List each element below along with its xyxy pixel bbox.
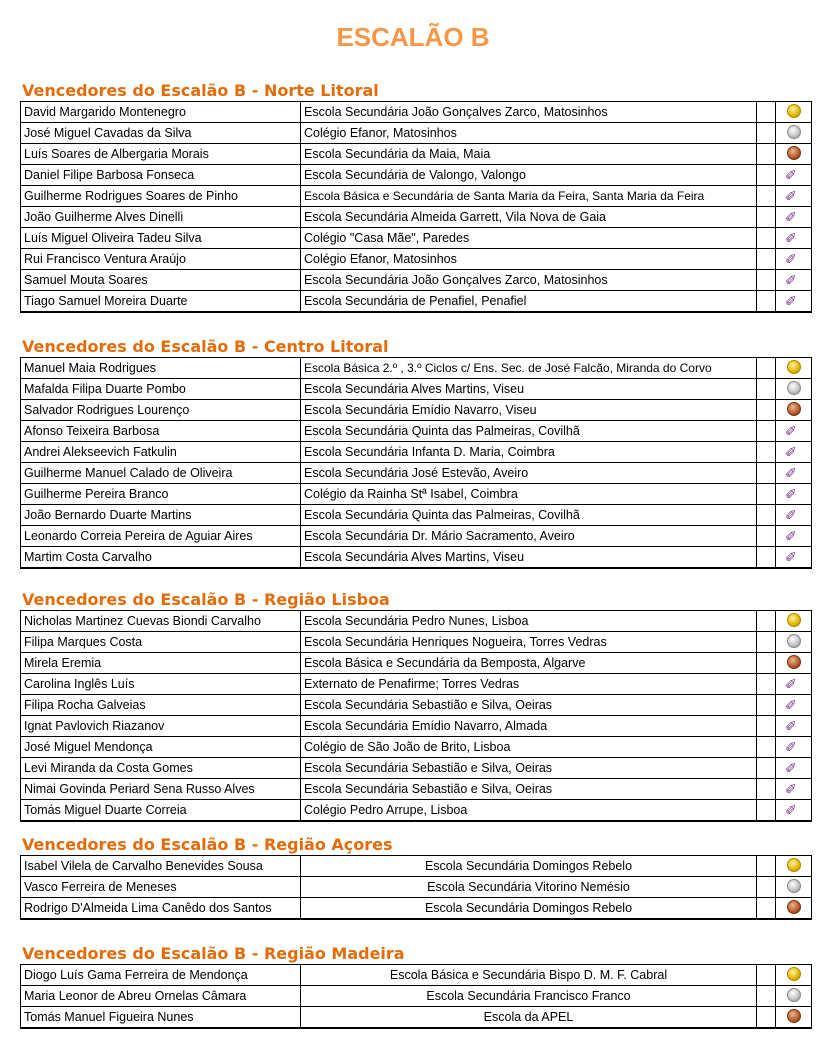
table-row — [21, 526, 811, 547]
award-cell — [757, 856, 811, 876]
honorable-mention-icon: ✐ — [785, 760, 797, 776]
award-cell — [757, 228, 811, 248]
school-name: Escola Secundária Emídio Navarro, Almada — [301, 716, 757, 736]
award-box — [775, 779, 811, 799]
honorable-mention-icon: ✐ — [785, 507, 797, 523]
student-name: Maria Leonor de Abreu Ornelas Câmara — [21, 986, 301, 1006]
bronze-medal-icon — [787, 655, 801, 669]
award-box — [775, 547, 811, 567]
award-cell — [757, 758, 811, 778]
table-row — [21, 877, 811, 898]
student-name: Carolina Inglês Luís — [21, 674, 301, 694]
honorable-mention-icon: ✐ — [785, 465, 797, 481]
school-name: Escola Secundária Quinta das Palmeiras, Covilhã — [301, 421, 757, 441]
table-row — [21, 695, 811, 716]
table-row — [21, 986, 811, 1007]
school-name: Colégio da Rainha Stª Isabel, Coimbra — [301, 484, 757, 504]
table-row — [21, 228, 811, 249]
award-box — [775, 102, 811, 122]
student-name: Rodrigo D'Almeida Lima Canêdo dos Santos — [21, 898, 301, 918]
student-name: Levi Miranda da Costa Gomes — [21, 758, 301, 778]
table-row — [21, 505, 811, 526]
honorable-mention-icon: ✐ — [785, 251, 797, 267]
award-box — [775, 270, 811, 290]
student-name: João Bernardo Duarte Martins — [21, 505, 301, 525]
award-cell — [757, 270, 811, 290]
award-box — [775, 228, 811, 248]
school-name: Escola Secundária Dr. Mário Sacramento, Aveiro — [301, 526, 757, 546]
table-row — [21, 207, 811, 228]
table-row — [21, 144, 811, 165]
section-title: Vencedores do Escalão B - Região Lisboa — [22, 590, 390, 609]
award-box — [775, 856, 811, 876]
honorable-mention-icon: ✐ — [785, 444, 797, 460]
award-cell — [757, 800, 811, 820]
award-cell — [757, 421, 811, 441]
table-row — [21, 165, 811, 186]
table-row — [21, 547, 811, 567]
school-name: Escola Básica e Secundária da Bemposta, Algarve — [301, 653, 757, 673]
award-cell — [757, 165, 811, 185]
school-name: Colégio Efanor, Matosinhos — [301, 123, 757, 143]
award-box — [775, 758, 811, 778]
award-box — [775, 526, 811, 546]
school-name: Escola Básica e Secundária Bispo D. M. F. Cabral — [301, 965, 757, 985]
table-row — [21, 400, 811, 421]
student-name: Vasco Ferreira de Meneses — [21, 877, 301, 897]
student-name: Guilherme Manuel Calado de Oliveira — [21, 463, 301, 483]
school-name: Escola Secundária da Maia, Maia — [301, 144, 757, 164]
table-row — [21, 270, 811, 291]
award-cell — [757, 442, 811, 462]
silver-medal-icon — [787, 381, 801, 395]
student-name: Guilherme Pereira Branco — [21, 484, 301, 504]
school-name: Escola Básica e Secundária de Santa Maria da Feira, Santa Maria da Feira — [301, 186, 757, 206]
award-cell — [757, 207, 811, 227]
honorable-mention-icon: ✐ — [785, 293, 797, 309]
honorable-mention-icon: ✐ — [785, 802, 797, 818]
student-name: Afonso Teixeira Barbosa — [21, 421, 301, 441]
award-box — [775, 186, 811, 206]
table-row — [21, 653, 811, 674]
student-name: Samuel Mouta Soares — [21, 270, 301, 290]
student-name: João Guilherme Alves Dinelli — [21, 207, 301, 227]
table-row — [21, 249, 811, 270]
honorable-mention-icon: ✐ — [785, 697, 797, 713]
school-name: Externato de Penafirme; Torres Vedras — [301, 674, 757, 694]
honorable-mention-icon: ✐ — [785, 549, 797, 565]
student-name: Luís Soares de Albergaria Morais — [21, 144, 301, 164]
bronze-medal-icon — [787, 900, 801, 914]
award-box — [775, 965, 811, 985]
page-title: ESCALÃO B — [336, 22, 490, 52]
school-name: Escola Secundária Francisco Franco — [301, 986, 757, 1006]
honorable-mention-icon: ✐ — [785, 188, 797, 204]
table-row — [21, 800, 811, 820]
award-box — [775, 716, 811, 736]
award-cell — [757, 291, 811, 311]
student-name: José Miguel Cavadas da Silva — [21, 123, 301, 143]
school-name: Escola Secundária Domingos Rebelo — [301, 856, 757, 876]
award-cell — [757, 358, 811, 378]
table-row — [21, 898, 811, 918]
award-box — [775, 291, 811, 311]
table-row — [21, 716, 811, 737]
student-name: Mafalda Filipa Duarte Pombo — [21, 379, 301, 399]
gold-medal-icon — [787, 613, 801, 627]
award-box — [775, 877, 811, 897]
honorable-mention-icon: ✐ — [785, 230, 797, 246]
gold-medal-icon — [787, 858, 801, 872]
award-box — [775, 249, 811, 269]
award-cell — [757, 965, 811, 985]
award-cell — [757, 611, 811, 631]
award-cell — [757, 123, 811, 143]
section-title: Vencedores do Escalão B - Centro Litoral — [22, 337, 389, 356]
student-name: Ignat Pavlovich Riazanov — [21, 716, 301, 736]
honorable-mention-icon: ✐ — [785, 486, 797, 502]
award-box — [775, 674, 811, 694]
award-box — [775, 123, 811, 143]
award-cell — [757, 632, 811, 652]
table-row — [21, 463, 811, 484]
section-title: Vencedores do Escalão B - Norte Litoral — [22, 81, 379, 100]
school-name: Colégio Efanor, Matosinhos — [301, 249, 757, 269]
table-row — [21, 758, 811, 779]
winners-table — [20, 357, 812, 569]
award-box — [775, 442, 811, 462]
award-cell — [757, 400, 811, 420]
table-row — [21, 856, 811, 877]
student-name: Tomás Manuel Figueira Nunes — [21, 1007, 301, 1027]
school-name: Escola Secundária Henriques Nogueira, Torres Vedras — [301, 632, 757, 652]
honorable-mention-icon: ✐ — [785, 676, 797, 692]
student-name: Mirela Eremia — [21, 653, 301, 673]
award-box — [775, 379, 811, 399]
table-row — [21, 965, 811, 986]
student-name: David Margarido Montenegro — [21, 102, 301, 122]
student-name: Nimai Govinda Periard Sena Russo Alves — [21, 779, 301, 799]
student-name: Martim Costa Carvalho — [21, 547, 301, 567]
award-cell — [757, 484, 811, 504]
section-3 — [20, 590, 812, 822]
award-box — [775, 800, 811, 820]
award-box — [775, 653, 811, 673]
award-cell — [757, 547, 811, 567]
award-cell — [757, 716, 811, 736]
bronze-medal-icon — [787, 146, 801, 160]
school-name: Escola Secundária Alves Martins, Viseu — [301, 379, 757, 399]
student-name: Daniel Filipe Barbosa Fonseca — [21, 165, 301, 185]
bronze-medal-icon — [787, 402, 801, 416]
award-cell — [757, 144, 811, 164]
honorable-mention-icon: ✐ — [785, 528, 797, 544]
student-name: Guilherme Rodrigues Soares de Pinho — [21, 186, 301, 206]
award-box — [775, 358, 811, 378]
table-row — [21, 632, 811, 653]
table-row — [21, 442, 811, 463]
table-row — [21, 102, 811, 123]
student-name: Manuel Maia Rodrigues — [21, 358, 301, 378]
award-box — [775, 400, 811, 420]
table-row — [21, 421, 811, 442]
table-row — [21, 123, 811, 144]
section-5 — [20, 944, 812, 1029]
school-name: Colégio Pedro Arrupe, Lisboa — [301, 800, 757, 820]
student-name: José Miguel Mendonça — [21, 737, 301, 757]
award-cell — [757, 695, 811, 715]
table-row — [21, 379, 811, 400]
school-name: Escola Secundária Infanta D. Maria, Coimbra — [301, 442, 757, 462]
honorable-mention-icon: ✐ — [785, 718, 797, 734]
award-cell — [757, 779, 811, 799]
student-name: Isabel Vilela de Carvalho Benevides Sousa — [21, 856, 301, 876]
winners-table — [20, 855, 812, 920]
silver-medal-icon — [787, 634, 801, 648]
school-name: Colégio "Casa Mãe", Paredes — [301, 228, 757, 248]
gold-medal-icon — [787, 967, 801, 981]
student-name: Diogo Luís Gama Ferreira de Mendonça — [21, 965, 301, 985]
award-cell — [757, 898, 811, 918]
award-box — [775, 737, 811, 757]
school-name: Escola da APEL — [301, 1007, 757, 1027]
winners-table — [20, 610, 812, 822]
school-name: Escola Secundária de Penafiel, Penafiel — [301, 291, 757, 311]
silver-medal-icon — [787, 125, 801, 139]
honorable-mention-icon: ✐ — [785, 739, 797, 755]
table-row — [21, 484, 811, 505]
honorable-mention-icon: ✐ — [785, 781, 797, 797]
section-title: Vencedores do Escalão B - Região Açores — [22, 835, 393, 854]
table-row — [21, 737, 811, 758]
table-row — [21, 291, 811, 311]
section-1 — [20, 81, 812, 313]
gold-medal-icon — [787, 360, 801, 374]
award-box — [775, 986, 811, 1006]
table-row — [21, 186, 811, 207]
award-box — [775, 484, 811, 504]
award-cell — [757, 463, 811, 483]
table-row — [21, 674, 811, 695]
school-name: Escola Secundária Sebastião e Silva, Oeiras — [301, 758, 757, 778]
award-box — [775, 165, 811, 185]
honorable-mention-icon: ✐ — [785, 272, 797, 288]
honorable-mention-icon: ✐ — [785, 167, 797, 183]
student-name: Tiago Samuel Moreira Duarte — [21, 291, 301, 311]
award-box — [775, 144, 811, 164]
award-cell — [757, 653, 811, 673]
award-cell — [757, 526, 811, 546]
student-name: Leonardo Correia Pereira de Aguiar Aires — [21, 526, 301, 546]
award-cell — [757, 877, 811, 897]
winners-table — [20, 964, 812, 1029]
honorable-mention-icon: ✐ — [785, 423, 797, 439]
table-row — [21, 358, 811, 379]
award-box — [775, 611, 811, 631]
school-name: Escola Básica 2.º , 3.º Ciclos c/ Ens. Sec. de José Falcão, Miranda do Corvo — [301, 358, 757, 378]
bronze-medal-icon — [787, 1009, 801, 1023]
table-row — [21, 779, 811, 800]
student-name: Salvador Rodrigues Lourenço — [21, 400, 301, 420]
award-cell — [757, 1007, 811, 1027]
student-name: Tomás Miguel Duarte Correia — [21, 800, 301, 820]
award-cell — [757, 674, 811, 694]
silver-medal-icon — [787, 879, 801, 893]
school-name: Escola Secundária José Estevão, Aveiro — [301, 463, 757, 483]
student-name: Filipa Rocha Galveias — [21, 695, 301, 715]
award-box — [775, 632, 811, 652]
student-name: Filipa Marques Costa — [21, 632, 301, 652]
award-box — [775, 505, 811, 525]
award-cell — [757, 379, 811, 399]
school-name: Escola Secundária Sebastião e Silva, Oeiras — [301, 779, 757, 799]
school-name: Escola Secundária Alves Martins, Viseu — [301, 547, 757, 567]
student-name: Rui Francisco Ventura Araújo — [21, 249, 301, 269]
school-name: Escola Secundária João Gonçalves Zarco, Matosinhos — [301, 270, 757, 290]
student-name: Nicholas Martinez Cuevas Biondi Carvalho — [21, 611, 301, 631]
school-name: Escola Secundária de Valongo, Valongo — [301, 165, 757, 185]
award-cell — [757, 986, 811, 1006]
award-box — [775, 463, 811, 483]
table-row — [21, 611, 811, 632]
award-box — [775, 898, 811, 918]
student-name: Luís Miguel Oliveira Tadeu Silva — [21, 228, 301, 248]
winners-table — [20, 101, 812, 313]
school-name: Escola Secundária Pedro Nunes, Lisboa — [301, 611, 757, 631]
award-cell — [757, 505, 811, 525]
school-name: Escola Secundária João Gonçalves Zarco, Matosinhos — [301, 102, 757, 122]
silver-medal-icon — [787, 988, 801, 1002]
award-box — [775, 207, 811, 227]
school-name: Escola Secundária Quinta das Palmeiras, Covilhã — [301, 505, 757, 525]
section-title: Vencedores do Escalão B - Região Madeira — [22, 944, 405, 963]
school-name: Escola Secundária Almeida Garrett, Vila Nova de Gaia — [301, 207, 757, 227]
student-name: Andrei Alekseevich Fatkulin — [21, 442, 301, 462]
award-cell — [757, 737, 811, 757]
school-name: Escola Secundária Domingos Rebelo — [301, 898, 757, 918]
section-4 — [20, 835, 812, 920]
honorable-mention-icon: ✐ — [785, 209, 797, 225]
section-2 — [20, 337, 812, 569]
award-box — [775, 421, 811, 441]
award-cell — [757, 186, 811, 206]
gold-medal-icon — [787, 104, 801, 118]
award-cell — [757, 249, 811, 269]
award-cell — [757, 102, 811, 122]
award-box — [775, 695, 811, 715]
award-box — [775, 1007, 811, 1027]
school-name: Colégio de São João de Brito, Lisboa — [301, 737, 757, 757]
school-name: Escola Secundária Sebastião e Silva, Oeiras — [301, 695, 757, 715]
school-name: Escola Secundária Emídio Navarro, Viseu — [301, 400, 757, 420]
school-name: Escola Secundária Vitorino Nemésio — [301, 877, 757, 897]
table-row — [21, 1007, 811, 1027]
